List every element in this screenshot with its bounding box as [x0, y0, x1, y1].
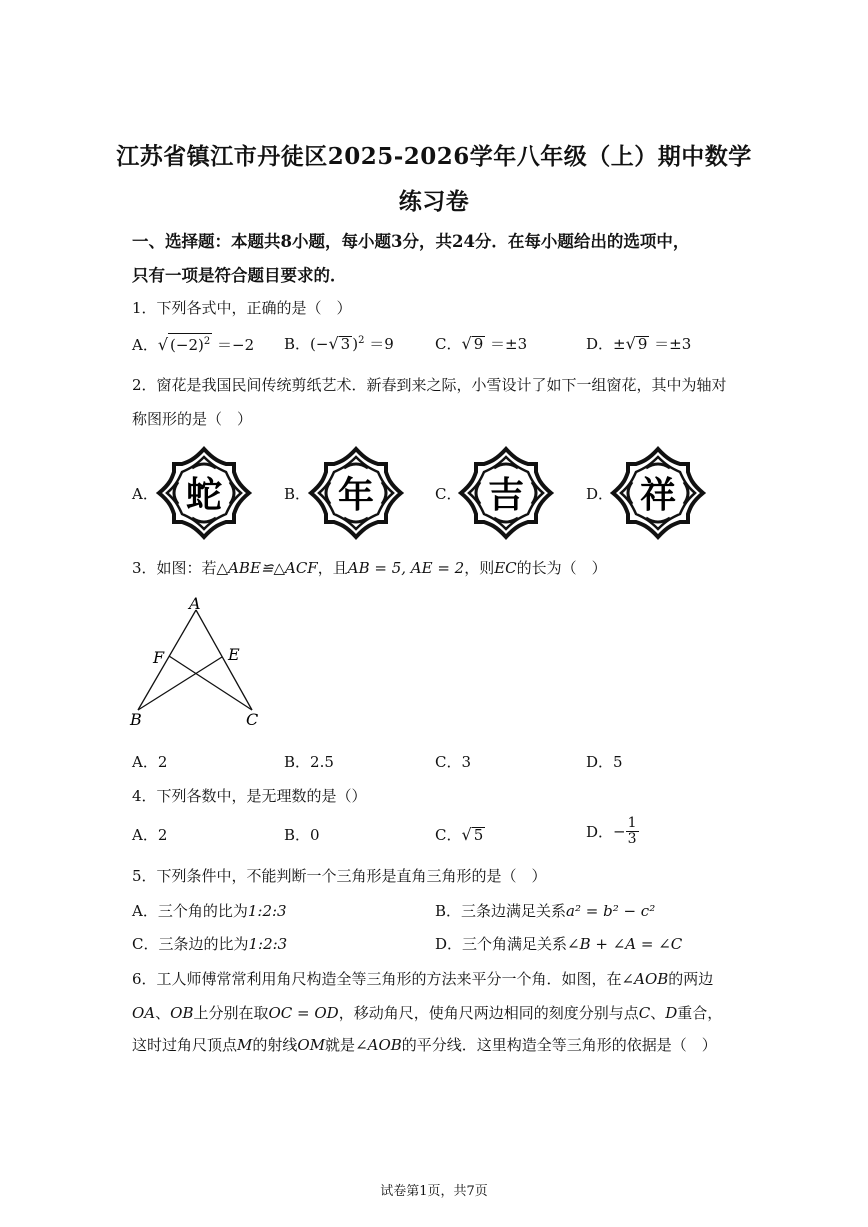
q2-options — [132, 446, 732, 540]
q4-option-b: B．0 — [284, 826, 320, 844]
q2-stem: 2．窗花是我国民间传统剪纸艺术．新春到来之际，小雪设计了如下一组窗花，其中为轴对 — [132, 376, 727, 394]
q3-target: EC — [494, 559, 517, 577]
q5-option-b — [435, 900, 655, 921]
radicand: 9 — [637, 335, 648, 353]
option-text: C．三条边的比为 — [132, 935, 249, 953]
q2-stem-line2: 称图形的是（ ） — [132, 410, 253, 428]
q6-stem-line1 — [132, 968, 713, 989]
q6-text: 上分别在取 — [193, 1004, 269, 1022]
section-heading: 一、选择题：本题共8小题，每小题3分，共24分．在每小题给出的选项中， — [132, 232, 690, 251]
window-flower-d — [610, 446, 706, 540]
option-text: A．三个角的比为 — [132, 902, 248, 920]
q2-option-b-label: B． — [284, 485, 311, 503]
q6-stem-line3 — [132, 1034, 717, 1055]
q3-option-d: D．5 — [586, 753, 623, 771]
window-char: 年 — [337, 475, 375, 516]
q1-option-d: D．±√ 9 ＝±3 — [586, 334, 692, 353]
q6-math: ∠AOB — [355, 1036, 402, 1054]
section-heading-line2: 只有一项是符合题目要求的． — [132, 266, 347, 285]
q6-stem-line2 — [132, 1002, 722, 1023]
minus-sign: − — [613, 822, 626, 841]
q6-text: 的两边 — [668, 970, 714, 988]
option-rest: ＝−2 — [212, 336, 255, 354]
window-flower-c — [458, 446, 554, 540]
q3-stem-text: ，且 — [317, 559, 348, 577]
fraction — [626, 816, 639, 847]
q6-text: 6．工人师傅常常利用角尺构造全等三角形的方法来平分一个角．如图，在 — [132, 970, 622, 988]
option-math: 1:2:3 — [247, 902, 287, 920]
q3-stem — [132, 557, 607, 578]
q1-option-b: B．(−√ 3 )$^2$ ＝9 — [284, 334, 394, 353]
option-label: D． — [586, 823, 614, 841]
option-math: a² = b² − c² — [566, 902, 656, 920]
q3-given: AB = 5, AE = 2 — [347, 559, 465, 577]
page-title: 江苏省镇江市丹徒区2025-2026学年八年级（上）期中数学 — [116, 143, 752, 170]
point-label-c: C — [246, 710, 259, 729]
option-math: 1:2:3 — [248, 935, 288, 953]
option-label: C． — [435, 335, 462, 353]
q5-option-c — [132, 933, 287, 954]
radicand: 9 — [473, 335, 484, 353]
q5-option-d — [435, 933, 682, 954]
option-rest: ＝9 — [364, 335, 394, 353]
radicand: 3 — [340, 335, 351, 353]
q6-text: 就是 — [325, 1036, 356, 1054]
q4-stem: 4．下列各数中，是无理数的是（） — [132, 787, 367, 805]
option-math: ∠B + ∠A = ∠C — [567, 935, 683, 953]
q5-stem: 5．下列条件中，不能判断一个三角形是直角三角形的是（ ） — [132, 867, 547, 885]
q2-option-c-label: C． — [435, 485, 462, 503]
q6-math: ∠AOB — [621, 970, 669, 988]
q3-congruence: △ABE≌△ACF — [216, 559, 318, 577]
option-rest: ＝±3 — [485, 335, 528, 353]
q6-text: 的射线 — [252, 1036, 298, 1054]
point-label-a: A — [189, 594, 201, 613]
option-label: C． — [435, 826, 462, 844]
option-label: D． — [586, 335, 614, 353]
window-char: 吉 — [487, 475, 525, 516]
window-flower-b — [308, 446, 404, 540]
page-title-line2: 练习卷 — [398, 188, 470, 215]
q6-text: 、 — [650, 1004, 666, 1022]
point-label-e: E — [228, 645, 240, 664]
q1-option-a: A．√ $(-2)^2 =-2$ — [132, 335, 255, 354]
q5-option-a — [132, 900, 287, 921]
q6-math: OM — [297, 1036, 326, 1054]
q3-stem-text: ，则 — [464, 559, 495, 577]
q1-option-c: C．√ 9 ＝±3 — [435, 334, 528, 353]
window-char: 蛇 — [185, 475, 223, 516]
q4-option-d — [586, 816, 639, 847]
option-label: A． — [132, 336, 158, 354]
q6-math: OC = OD — [268, 1004, 339, 1022]
q6-math: D — [665, 1004, 678, 1022]
q6-text: 的平分线．这里构造全等三角形的依据是（ ） — [401, 1036, 717, 1054]
q1-stem: 1．下列各式中，正确的是（ ） — [132, 299, 352, 317]
q6-text: 重合， — [677, 1004, 723, 1022]
paren-open: (− — [310, 335, 329, 353]
q6-math: M — [237, 1036, 253, 1054]
q4-option-a: A．2 — [132, 826, 168, 844]
option-text: B．三条边满足关系 — [435, 902, 567, 920]
q2-option-a-label: A． — [132, 485, 158, 503]
exponent: 2 — [358, 335, 365, 346]
q6-text: 、 — [155, 1004, 171, 1022]
option-rest: ＝±3 — [649, 335, 692, 353]
window-flower-a — [156, 446, 252, 540]
denominator: 3 — [627, 831, 637, 847]
point-label-f: F — [153, 648, 165, 667]
q3-stem-text: 的长为（ ） — [516, 559, 607, 577]
q6-text: ，移动角尺，使角尺两边相同的刻度分别与点 — [338, 1004, 639, 1022]
q6-math: C — [638, 1004, 651, 1022]
numerator: 1 — [627, 815, 637, 831]
q3-triangle-figure — [128, 592, 278, 736]
q6-math: OA — [132, 1004, 156, 1022]
radicand: (−2) — [170, 336, 204, 354]
radicand: 5 — [473, 826, 484, 844]
q3-option-a: A．2 — [132, 753, 168, 771]
q4-option-c: C．√ 5 — [435, 825, 484, 844]
plus-minus: ± — [613, 335, 626, 353]
point-label-b: B — [130, 710, 142, 729]
paren-close: ) — [352, 335, 359, 353]
q6-math: OB — [170, 1004, 194, 1022]
option-text: D．三个角满足关系 — [435, 935, 568, 953]
q2-option-d-label: D． — [586, 485, 614, 503]
exponent: 2 — [203, 336, 211, 347]
q3-option-b: B．2.5 — [284, 753, 334, 771]
option-label: B． — [284, 335, 311, 353]
window-char: 祥 — [639, 475, 677, 516]
q3-option-c: C．3 — [435, 753, 472, 771]
q3-stem-text: 3．如图：若 — [132, 559, 217, 577]
q6-text: 这时过角尺顶点 — [132, 1036, 238, 1054]
page-footer: 试卷第1页，共7页 — [380, 1184, 488, 1199]
